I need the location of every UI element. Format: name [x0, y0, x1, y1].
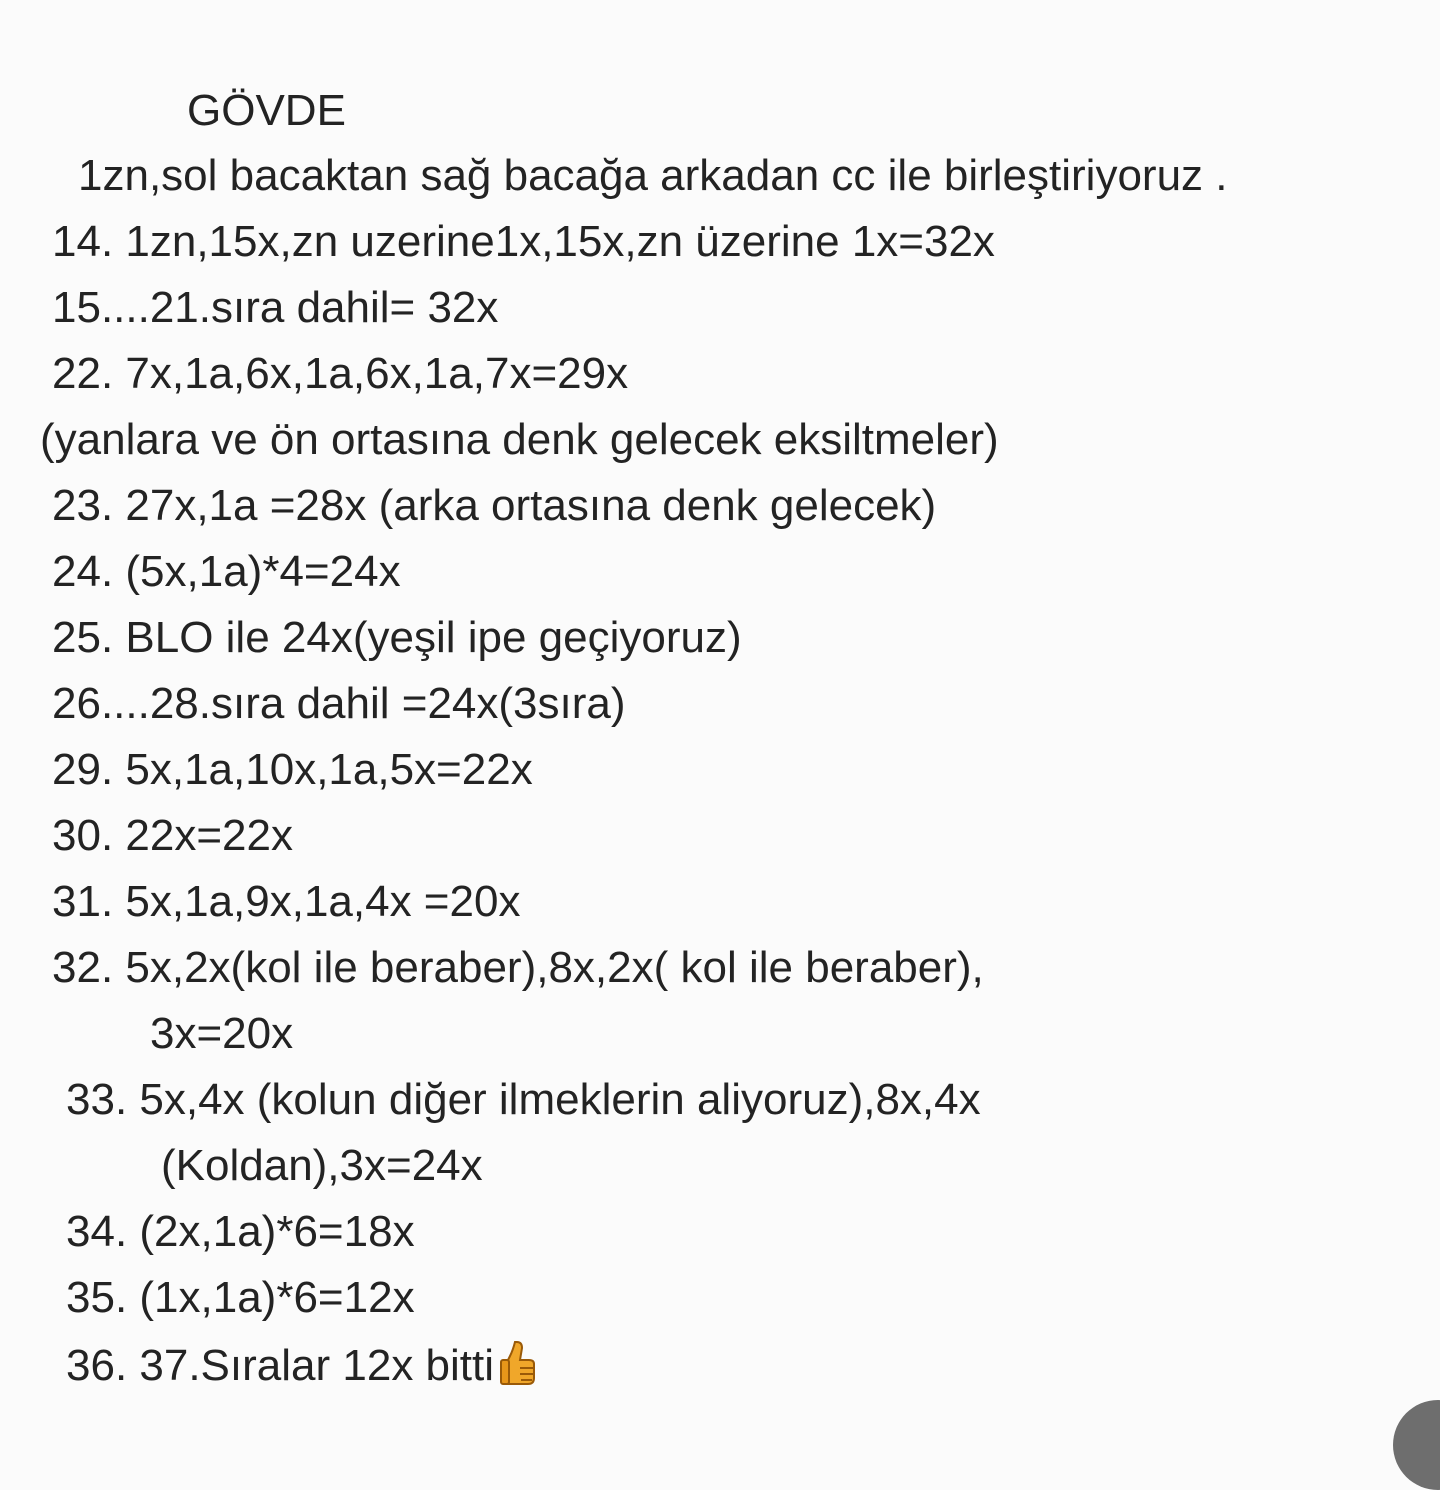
row-31: 31. 5x,1a,9x,1a,4x =20x [52, 877, 521, 926]
row-23: 23. 27x,1a =28x (arka ortasına denk gelecek) [52, 481, 937, 530]
row-36-text: 36. 37.Sıralar 12x bitti [66, 1341, 495, 1390]
row-26-28: 26....28.sıra dahil =24x(3sıra) [52, 679, 626, 728]
intro-line: 1zn,sol bacaktan sağ bacağa arkadan cc ile birleştiriyoruz . [78, 151, 1228, 200]
row-29: 29. 5x,1a,10x,1a,5x=22x [52, 745, 533, 794]
thumbs-up-icon [498, 1338, 538, 1400]
row-32-continued: 3x=20x [150, 1009, 294, 1058]
page-title: GÖVDE [187, 86, 346, 135]
row-33: 33. 5x,4x (kolun diğer ilmeklerin aliyoruz),8x,4x [66, 1075, 981, 1124]
row-24: 24. (5x,1a)*4=24x [52, 547, 401, 596]
row-32: 32. 5x,2x(kol ile beraber),8x,2x( kol ile beraber), [52, 943, 984, 992]
row-35: 35. (1x,1a)*6=12x [66, 1273, 415, 1322]
row-14: 14. 1zn,15x,zn uzerine1x,15x,zn üzerine 1x=32x [52, 217, 995, 266]
row-15-21: 15....21.sıra dahil= 32x [52, 283, 499, 332]
row-36-37 [66, 1338, 538, 1400]
row-22: 22. 7x,1a,6x,1a,6x,1a,7x=29x [52, 349, 629, 398]
row-33-continued: (Koldan),3x=24x [161, 1141, 483, 1190]
row-25: 25. BLO ile 24x(yeşil ipe geçiyoruz) [52, 613, 742, 662]
row-30: 30. 22x=22x [52, 811, 293, 860]
row-34: 34. (2x,1a)*6=18x [66, 1207, 415, 1256]
row-22-note: (yanlara ve ön ortasına denk gelecek eksiltmeler) [40, 415, 999, 464]
floating-action-button[interactable] [1393, 1400, 1440, 1490]
